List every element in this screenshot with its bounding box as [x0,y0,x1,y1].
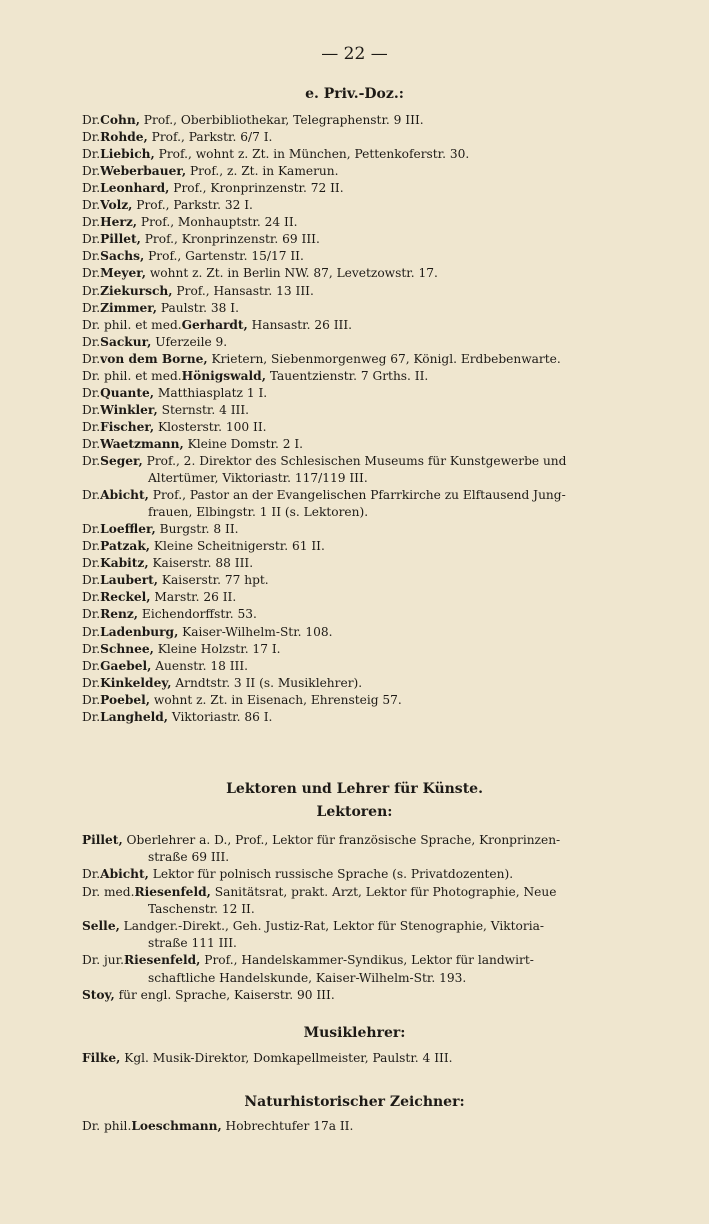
entry-name: Ladenburg, [100,624,179,639]
entry-name: Volz, [100,198,133,213]
entry-name: Laubert, [100,573,159,588]
directory-entry [82,918,544,935]
entry-title: Dr. [82,385,101,400]
entry-title: Dr. [82,709,101,724]
entry-title: Dr. [82,539,101,554]
entry-details: Prof., Parkstr. 32 I. [132,198,253,213]
entry-name: Renz, [100,607,139,622]
entry-details: Prof., 2. Direktor des Schlesischen Museums für Kunstgewerbe und [142,454,567,468]
entry-details: Prof., z. Zt. in Kamerun. [186,164,339,179]
entry-details: Oberlehrer a. D., Prof., Lektor für französische Sprache, Kronprinzen- [122,833,561,847]
directory-entry [82,658,248,675]
entry-name: Loeffler, [100,522,156,537]
entry-name: Quante, [100,385,155,400]
entry-name: Kabitz, [100,556,149,571]
directory-entry [82,538,325,555]
section-heading-lektoren: Lektoren: [316,804,393,820]
entry-title: Dr. phil. [82,1119,132,1133]
entry-name: Pillet, [100,232,141,247]
entry-name: Sackur, [100,334,152,349]
directory-entry [82,436,303,453]
entry-name: Pillet, [82,833,123,847]
entry-continuation: Taschenstr. 12 II. [148,901,255,916]
entry-details: Prof., Gartenstr. 15/17 II. [144,249,304,264]
directory-entry [82,572,269,589]
entry-details: Sanitätsrat, prakt. Arzt, Lektor für Photographie, Neue [210,884,557,899]
directory-entry [82,952,534,969]
entry-details: Kgl. Musik-Direktor, Domkapellmeister, Paulstr. 4 III. [120,1051,453,1065]
entry-title: Dr. [82,232,101,247]
entry-name: Meyer, [100,266,146,281]
directory-entry [82,163,339,180]
entry-name: Rohde, [100,130,148,145]
entry-details: für engl. Sprache, Kaiserstr. 90 III. [114,987,335,1002]
entry-title: Dr. [82,130,101,145]
entry-title: Dr. [82,641,101,656]
section-heading-privatdozenten: e. Priv.-Doz.: [305,86,404,102]
entry-title: Dr. [82,658,101,673]
entry-details: Matthiasplatz 1 I. [154,385,268,400]
entry-title: Dr. [82,215,101,230]
directory-entry [82,385,267,402]
entry-details: Kleine Scheitnigerstr. 61 II. [150,539,325,554]
entry-title: Dr. [82,419,101,434]
directory-entry [82,180,344,197]
directory-entry [148,504,368,521]
entry-details: Prof., Monhauptstr. 24 II. [137,215,298,230]
directory-entry [82,231,320,248]
directory-entry [82,521,239,538]
directory-entry [82,589,236,606]
entry-title: Dr. [82,113,101,127]
directory-entry [82,419,267,436]
directory-entry [148,970,466,987]
entry-continuation: Altertümer, Viktoriastr. 117/119 III. [148,471,368,486]
section-heading-musiklehrer: Musiklehrer: [303,1025,406,1041]
entry-details: Prof., wohnt z. Zt. in München, Pettenkoferstr. 30. [154,147,470,162]
entry-title: Dr. [82,675,101,690]
directory-entry [82,112,424,129]
entry-name: Langheld, [100,709,168,724]
directory-entry [82,866,513,883]
entry-name: Liebich, [100,147,155,162]
entry-title: Dr. [82,556,101,571]
entry-details: Klosterstr. 100 II. [154,419,267,434]
entry-details: Prof., Pastor an der Evangelischen Pfarrkirche zu Elftausend Jung- [148,488,566,503]
entry-name: Schnee, [100,641,154,656]
entry-title: Dr. [82,436,101,451]
directory-entry [82,453,566,470]
entry-details: Auenstr. 18 III. [151,658,249,673]
entry-title: Dr. [82,181,101,196]
entry-details: Lektor für polnisch russische Sprache (s. Privatdozenten). [148,867,514,882]
entry-details: Prof., Kronprinzenstr. 69 III. [140,232,320,247]
entry-title: Dr. [82,454,101,468]
entry-details: Tauentzienstr. 7 Grths. II. [265,368,429,383]
directory-entry [82,317,352,334]
directory-entry [82,555,253,572]
entry-title: Dr. [82,692,101,707]
entry-title: Dr. [82,867,101,882]
entry-continuation: frauen, Elbingstr. 1 II (s. Lektoren). [148,505,369,520]
entry-name: Riesenfeld, [124,953,201,968]
entry-details: wohnt z. Zt. in Berlin NW. 87, Levetzowstr. 17. [146,266,438,281]
entry-details: Kleine Domstr. 2 I. [183,436,304,451]
directory-entry [82,146,469,163]
entry-continuation: straße 111 III. [148,936,237,951]
entry-title: Dr. [82,488,101,503]
entry-name: Herz, [100,215,137,230]
entry-title: Dr. [82,573,101,588]
entry-name: Gerhardt, [181,317,248,332]
entry-name: Abicht, [100,867,149,882]
entry-title: Dr. [82,624,101,639]
entry-details: Sternstr. 4 III. [157,402,250,417]
entry-title: Dr. [82,351,101,366]
entry-title: Dr. med. [82,884,135,899]
entry-details: Kaiserstr. 77 hpt. [158,573,269,588]
entry-details: Prof., Handelskammer-Syndikus, Lektor für landwirt- [200,953,534,968]
entry-title: Dr. [82,249,101,264]
entry-details: wohnt z. Zt. in Eisenach, Ehrensteig 57. [150,692,402,707]
entry-details: Prof., Oberbibliothekar, Telegraphenstr. 9 III. [139,113,424,127]
entry-details: Uferzeile 9. [151,334,228,349]
section-heading-lektoren-lehrer: Lektoren und Lehrer für Künste. [226,781,483,797]
entry-name: Stoy, [82,987,115,1002]
directory-entry [82,675,362,692]
entry-details: Prof., Parkstr. 6/7 I. [147,130,273,145]
entry-name: Ziekursch, [100,283,173,298]
entry-name: Cohn, [100,113,140,127]
entry-details: Kaiserstr. 88 III. [148,556,254,571]
directory-entry [148,470,368,487]
entry-details: Burgstr. 8 II. [155,522,239,537]
entry-name: Kinkeldey, [100,675,172,690]
directory-entry [82,402,249,419]
entry-title: Dr. phil. et med. [82,368,182,383]
entry-name: Patzak, [100,539,151,554]
directory-entry [82,334,227,351]
entry-name: Winkler, [100,402,158,417]
entry-details: Marstr. 26 II. [150,590,237,605]
directory-entry [82,300,239,317]
entry-name: Hönigswald, [181,368,266,383]
section-heading-zeichner: Naturhistorischer Zeichner: [244,1094,465,1110]
entry-name: Fischer, [100,419,155,434]
entry-details: Kleine Holzstr. 17 I. [153,641,281,656]
directory-entry [82,265,438,282]
directory-entry [82,487,566,504]
entry-title: Dr. [82,590,101,605]
entry-title: Dr. jur. [82,953,124,968]
entry-name: Weberbauer, [100,164,187,179]
entry-details: Prof., Hansastr. 13 III. [172,283,314,298]
directory-entry [82,1118,353,1135]
entry-details: Paulstr. 38 I. [157,300,239,315]
directory-entry [82,283,314,300]
directory-entry [82,641,281,658]
entry-title: Dr. phil. et med. [82,317,182,332]
entry-details: Landger.-Direkt., Geh. Justiz-Rat, Lektor für Stenographie, Viktoria- [119,919,544,933]
entry-title: Dr. [82,198,101,213]
entry-name: Abicht, [100,488,149,503]
entry-name: Poebel, [100,692,151,707]
entry-name: Gaebel, [100,658,152,673]
entry-title: Dr. [82,522,101,537]
directory-entry [82,709,272,726]
directory-entry [82,832,560,849]
entry-title: Dr. [82,164,101,179]
entry-continuation: schaftliche Handelskunde, Kaiser-Wilhelm-Str. 193. [148,970,467,985]
entry-title: Dr. [82,283,101,298]
entry-name: Reckel, [100,590,151,605]
directory-entry [148,935,237,952]
entry-details: Arndtstr. 3 II (s. Musiklehrer). [171,675,363,690]
entry-details: Hansastr. 26 III. [247,317,353,332]
directory-entry [148,849,229,866]
directory-entry [148,901,255,918]
entry-title: Dr. [82,300,101,315]
directory-entry [82,624,333,641]
entry-details: Krietern, Siebenmorgenweg 67, Königl. Erdbebenwarte. [207,351,561,366]
entry-title: Dr. [82,266,101,281]
page-number: — 22 — [321,44,388,64]
entry-name: Sachs, [100,249,145,264]
entry-name: Leonhard, [100,181,170,196]
entry-name: Seger, [100,454,143,468]
directory-entry [82,884,556,901]
entry-details: Viktoriastr. 86 I. [168,709,273,724]
entry-details: Eichendorffstr. 53. [138,607,257,622]
entry-name: Selle, [82,919,120,933]
directory-entry [82,1050,453,1067]
entry-title: Dr. [82,147,101,162]
directory-entry [82,214,298,231]
directory-entry [82,197,253,214]
directory-entry [82,129,272,146]
directory-entry [82,248,304,265]
entry-name: Waetzmann, [100,436,184,451]
entry-name: Loeschmann, [131,1119,222,1133]
directory-entry [82,606,257,623]
entry-name: Riesenfeld, [134,884,211,899]
entry-continuation: straße 69 III. [148,850,230,865]
directory-entry [82,368,428,385]
entry-name: von dem Borne, [100,351,208,366]
entry-details: Hobrechtufer 17a II. [221,1119,354,1133]
entry-title: Dr. [82,402,101,417]
entry-name: Zimmer, [100,300,157,315]
entry-title: Dr. [82,334,101,349]
entry-details: Prof., Kronprinzenstr. 72 II. [169,181,344,196]
directory-entry [82,692,402,709]
entry-name: Filke, [82,1051,121,1065]
directory-entry [82,987,335,1004]
directory-entry [82,351,561,368]
entry-details: Kaiser-Wilhelm-Str. 108. [178,624,333,639]
entry-title: Dr. [82,607,101,622]
